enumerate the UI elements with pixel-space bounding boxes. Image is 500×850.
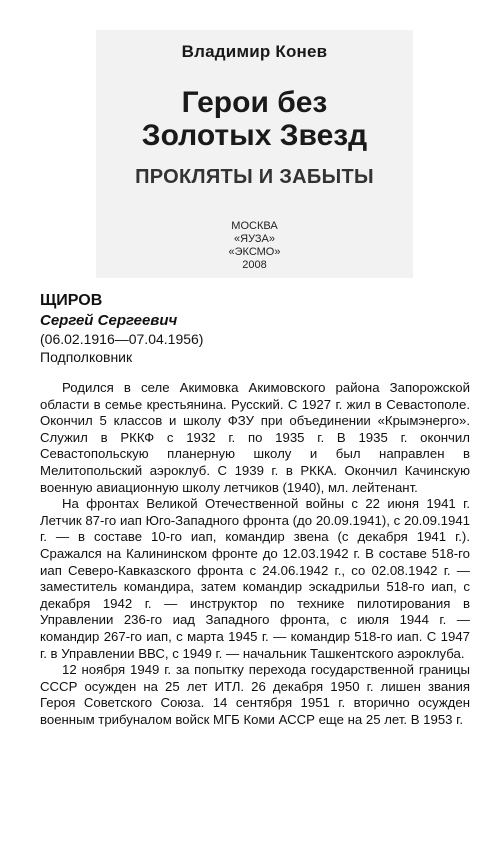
entry-rank: Подполковник [40, 349, 133, 365]
entry-surname: ЩИРОВ [40, 292, 103, 309]
book-subtitle: ПРОКЛЯТЫ И ЗАБЫТЫ [135, 166, 374, 188]
book-title-line-1: Герои без [181, 86, 328, 119]
imprint-publisher-1: «ЯУЗА» [234, 233, 275, 245]
biography-paragraph-3: 12 ноября 1949 г. за попытку перехода государственной границы СССР осужден на 25 лет ИТЛ. 26 декабря 1950 г. лишен звания Героя Советского Союза. 14 сентября 1951 г. вторично осужден военным трибуналом войск МГБ Коми АССР еще на 25 лет. В 1953 г. [40, 662, 470, 727]
author-name: Владимир Конев [181, 42, 328, 61]
imprint-city: МОСКВА [231, 220, 278, 232]
entry-life-dates: (06.02.1916—07.04.1956) [40, 331, 204, 347]
imprint-year: 2008 [242, 259, 267, 271]
biography-paragraph-1: Родился в селе Акимовка Акимовского района Запорожской области в семье крестьянина. Русский. С 1927 г. жил в Севастополе. Окончил 5 классов и школу ФЗУ при объединении «Крымэнерго». Служил в РККФ с 1932 г. по 1935 г. В 1935 г. окончил Севастопольскую планерную школу и был направлен в Мелитопольский аэроклуб. С 1939 г. в РККА. Окончил Качинскую военную авиационную школу летчиков (1940), мл. лейтенант. [40, 380, 470, 495]
book-title-line-2: Золотых Звезд [141, 119, 368, 152]
biography-entry [40, 290, 470, 728]
biography-paragraph-2: На фронтах Великой Отечественной войны с 22 июня 1941 г. Летчик 87-го иап Юго-Западного фронта (до 20.09.1941), с 20.09.1941 г. — в составе 10-го иап, командир звена (с декабря 1941 г.). Сражался на Калининском фронте до 12.03.1942 г. В составе 518-го иап Северо-Кавказского фронта с 24.06.1942 г., со 02.08.1942 г. — заместитель командира, затем командир эскадрильи 518-го иап, с декабря 1942 г. — инструктор по технике пилотирования в Управлении 236-го иад Западного фронта, с июля 1944 г. — командир 267-го иап, с марта 1945 г. — командир 518-го иап. С 1947 г. в Управлении ВВС, с 1949 г. — начальник Ташкентского аэроклуба. [40, 496, 470, 661]
entry-given-name: Сергей Сергеевич [40, 312, 178, 329]
book-title [96, 86, 413, 152]
title-page [96, 30, 413, 278]
publisher-imprint [96, 220, 413, 272]
imprint-publisher-2: «ЭКСМО» [228, 246, 281, 258]
